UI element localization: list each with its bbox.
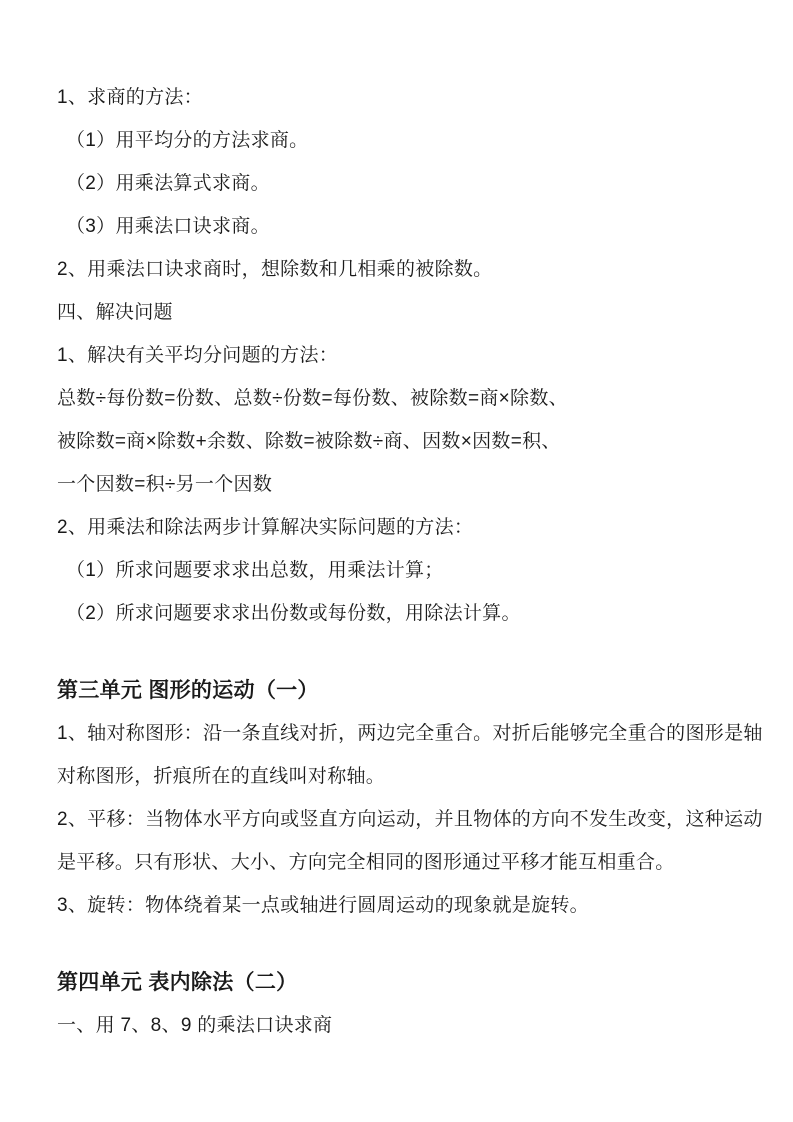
text-line: 总数÷每份数=份数、总数÷份数=每份数、被除数=商×除数、: [57, 388, 568, 409]
text-line: 1、轴对称图形：沿一条直线对折，两边完全重合。对折后能够完全重合的图形是轴: [57, 723, 763, 744]
text-line: 四、解决问题: [57, 302, 173, 323]
text-line: 是平移。只有形状、大小、方向完全相同的图形通过平移才能互相重合。: [57, 852, 675, 873]
paragraph: [57, 549, 737, 592]
text-line: 第三单元 图形的运动（一）: [57, 679, 319, 702]
text-line: 2、用乘法和除法两步计算解决实际问题的方法：: [57, 517, 474, 538]
paragraph: [57, 76, 737, 119]
text-line: 2、用乘法口诀求商时，想除数和几相乘的被除数。: [57, 259, 493, 280]
paragraph: [57, 205, 737, 248]
text-line: 第四单元 表内除法（二）: [57, 971, 298, 994]
text-line: （1）用平均分的方法求商。: [66, 130, 309, 151]
paragraph: [57, 291, 737, 334]
text-line: 3、旋转：物体绕着某一点或轴进行圆周运动的现象就是旋转。: [57, 895, 589, 916]
paragraph: [57, 334, 737, 377]
text-line: 一个因数=积÷另一个因数: [57, 474, 273, 495]
text-line: 一、用 7、8、9 的乘法口诀求商: [57, 1015, 333, 1036]
section-heading: [57, 669, 737, 712]
text-line: 1、求商的方法：: [57, 87, 203, 108]
text-line: （1）所求问题要求求出总数，用乘法计算；: [66, 560, 444, 581]
text-line: （3）用乘法口诀求商。: [66, 216, 270, 237]
paragraph: [57, 712, 763, 798]
paragraph: [57, 377, 737, 506]
paragraph: [57, 884, 737, 927]
paragraph: [57, 162, 737, 205]
section-heading: [57, 961, 737, 1004]
text-line: （2）用乘法算式求商。: [66, 173, 270, 194]
paragraph: [57, 506, 737, 549]
paragraph: [57, 592, 737, 635]
text-line: 2、平移：当物体水平方向或竖直方向运动，并且物体的方向不发生改变，这种运动: [57, 809, 763, 830]
paragraph: [57, 1004, 737, 1047]
text-line: 对称图形，折痕所在的直线叫对称轴。: [57, 766, 386, 787]
text-line: 1、解决有关平均分问题的方法：: [57, 345, 339, 366]
paragraph: [57, 248, 737, 291]
text-line: 被除数=商×除数+余数、除数=被除数÷商、因数×因数=积、: [57, 431, 561, 452]
document-content: [57, 76, 763, 1047]
paragraph: [57, 798, 763, 884]
text-line: （2）所求问题要求求出份数或每份数，用除法计算。: [66, 603, 521, 624]
paragraph: [57, 119, 737, 162]
